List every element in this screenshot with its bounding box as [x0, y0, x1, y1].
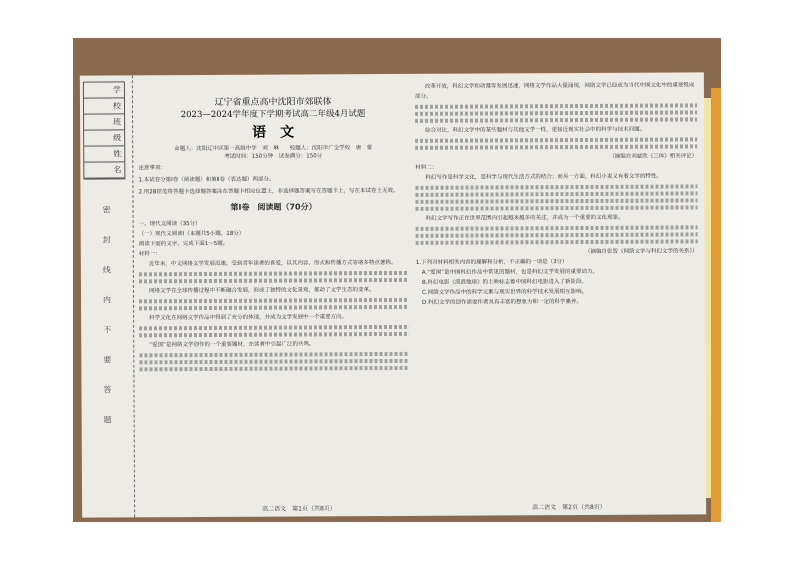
left-paragraph-3: 科学文化在网络文学作品中得到了充分的体现，并成为文学发展中一个重要方向。	[149, 314, 348, 322]
instruction: 阅读下面的文字，完成下面1～5题。	[138, 240, 229, 248]
subject-title: 语 文	[252, 124, 295, 141]
binding-margin	[80, 75, 135, 517]
authors-line: 命题人：沈阳辽中区第一高级中学 刘 琳 校题人：沈阳市广全学校 唐 蕾	[174, 145, 373, 153]
left-page	[138, 82, 410, 374]
field-1: 校	[84, 98, 124, 114]
left-paragraph-1: 近年来，中文网络文学发展迅速，受到青年读者的喜爱，以其内容、形式和传播方式等诸多特点著称。	[148, 259, 397, 268]
source-citation-1: （摘编自刘慈欣《三体》相关评论）	[609, 153, 698, 160]
field-0: 学	[84, 82, 124, 98]
field-5: 名	[84, 162, 124, 178]
orange-paper-edge	[711, 88, 721, 522]
left-paragraph-2: 网络文学在全球传播过程中不断融合发展，形成了独特的文化景观，推动了文学生态的变革。	[148, 287, 375, 295]
field-4: 姓	[84, 146, 124, 162]
sub-part-title: （一）现代文阅读Ⅰ（本题共5小题，18分）	[138, 230, 245, 238]
part-title: 一、现代文阅读（35分）	[138, 221, 201, 228]
section-title: 第Ⅰ卷 阅读题（70分）	[230, 202, 317, 212]
question-1: 1.下列对材料相关内容的理解和分析，不正确的一项是（3分）	[415, 259, 568, 266]
student-info-box	[83, 81, 126, 179]
exam-title-line2: 2023—2024学年度下学期考试高二年级4月试题	[180, 109, 366, 121]
field-2: 班	[84, 114, 124, 130]
photo-background	[73, 38, 721, 522]
option-c: C.网络文学作品中的科学元素与现实世界的科学技术发展相互影响。	[421, 288, 588, 296]
exam-sheet	[80, 72, 706, 517]
right-paragraph-1: 改革开放，科幻文学和动漫等发展迅速，网络文学作品大量涌现，网络文学已经成为当代中国文化中的重要组成部分。	[414, 82, 695, 100]
option-a: A.“爱国”是中国科幻作品中常见的题材，也是科幻文学发展的重要动力。	[421, 268, 599, 276]
right-footer: 高二语文 第2页（共8页）	[532, 503, 606, 512]
note-item-2: 2.用2B铅笔将答题卡选择题答案涂在答题卡相应位置上，非选择题答案写在答题卡上，写在本试卷上无效。	[138, 187, 399, 196]
source-citation-2: （摘编自张智《网络文学与科幻文学的关系》）	[584, 248, 698, 255]
note-item-1: 1.本试卷分第Ⅰ卷（阅读题）和第Ⅱ卷（表达题）两部分。	[138, 176, 275, 184]
exam-info-line: 考试时间：150分钟 试卷满分：150分	[224, 153, 323, 160]
right-page	[415, 80, 698, 307]
notes-label: 注意事项：	[138, 165, 166, 172]
right-paragraph-4: 科幻文学写作正在世界范围内引起越来越多的关注，并成为一个重要的文化现象。	[425, 214, 624, 222]
field-3: 级	[84, 130, 124, 146]
left-paragraph-4: “爱国”是网络文学创作的一个重要题材，在读者中引起广泛的共鸣。	[149, 341, 315, 349]
option-b: B.科幻电影《流浪地球》的上映标志着中国科幻电影进入了新阶段。	[421, 278, 587, 286]
seal-line-text: 密 封 线 内 不 要 答 题	[102, 205, 112, 425]
material2-label: 材料二：	[415, 164, 438, 171]
exam-title-line1: 辽宁省重点高中沈阳市郊联体	[214, 97, 332, 108]
material-label: 材料一：	[138, 251, 161, 258]
right-paragraph-3: 科幻写作是科学文化，是科学与现代生活方式的结合；而另一方面，科幻小说又有着文学的特性。	[425, 173, 662, 181]
right-paragraph-2: 综合对比，科幻文学中的某些题材与其他文学一样，更接近现实社会中的科学与技术问题。	[425, 126, 646, 134]
left-footer: 高二语文 第1页（共8页）	[262, 505, 336, 513]
option-d: D.科幻文学的创作需要作者具有丰富的想象力和一定的科学素养。	[422, 299, 583, 306]
